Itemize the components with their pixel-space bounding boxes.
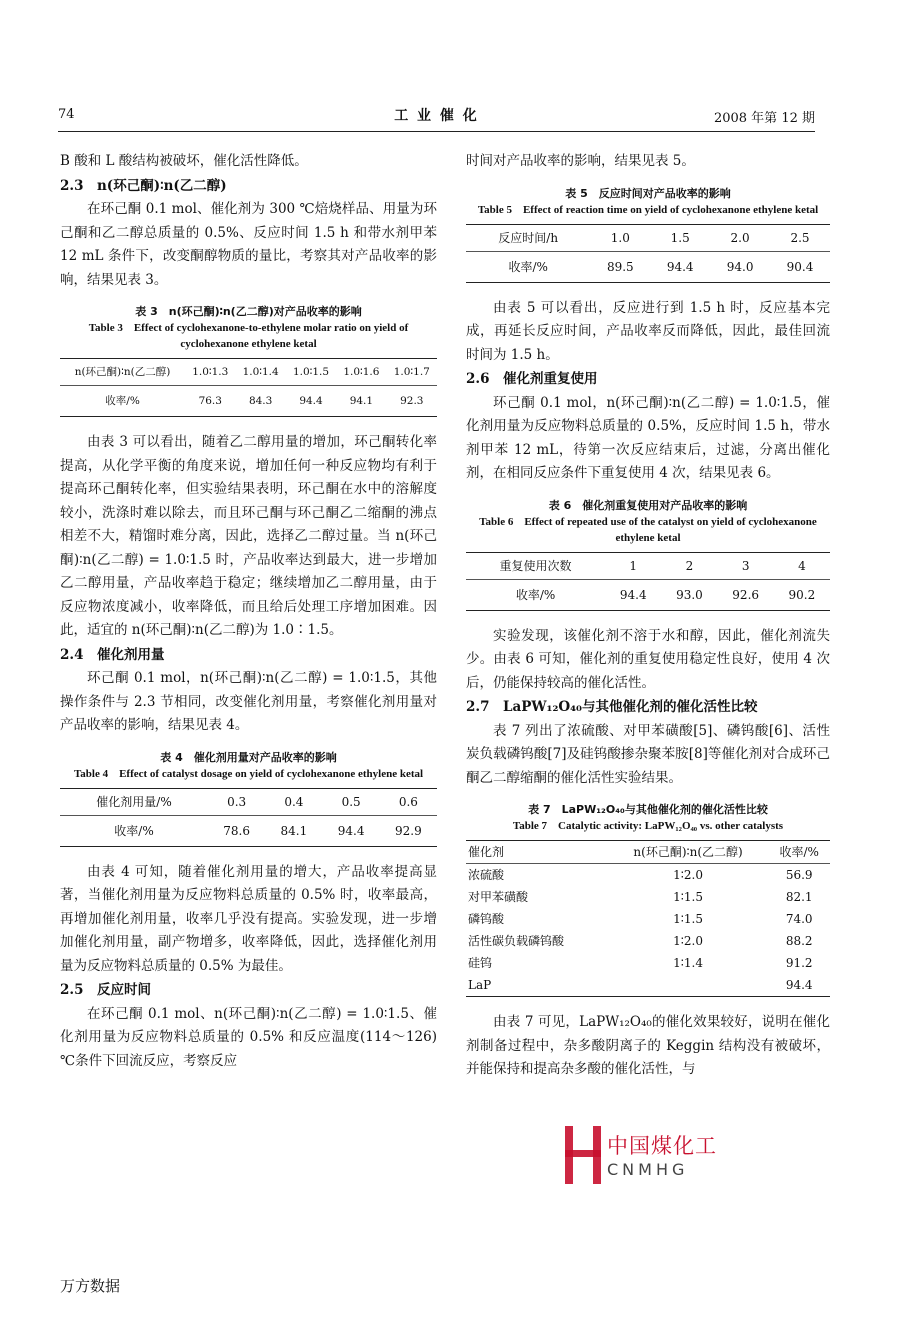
table-cell: 1.5 bbox=[650, 224, 710, 251]
table-cell: 92.6 bbox=[718, 579, 774, 610]
table-cell: 89.5 bbox=[590, 251, 650, 282]
table-cell: 反应时间/h bbox=[466, 224, 590, 251]
watermark-text-zh: 中国煤化工 bbox=[607, 1134, 717, 1158]
table-header-row bbox=[60, 359, 437, 386]
table-cell: 94.4 bbox=[286, 386, 336, 417]
table-row bbox=[466, 908, 830, 930]
table-cell: 硅钨 bbox=[468, 956, 493, 970]
table-6 bbox=[466, 498, 830, 611]
paragraph: 由表 7 可见，LaPW₁₂O₄₀的催化效果较好，说明在催化剂制备过程中，杂多酸阴离子的 Keggin 结构没有被破坏，并能保持和提高杂多酸的催化活性，与 bbox=[466, 1014, 830, 1077]
table-cell: 90.4 bbox=[770, 251, 830, 282]
data-table bbox=[466, 840, 830, 997]
table-caption-en: Table 7 Catalytic activity: LaPW₁₂O₄₀ vs. other catalysts bbox=[512, 820, 784, 832]
table-cell: 92.3 bbox=[387, 386, 437, 417]
paragraph: B 酸和 L 酸结构被破坏，催化活性降低。 bbox=[60, 153, 308, 169]
table-7 bbox=[466, 802, 830, 997]
table-header-row bbox=[466, 841, 830, 864]
table-caption-en: Table 6 Effect of repeated use of the catalyst on yield of cyclohexanone ethylene ketal bbox=[479, 515, 817, 544]
table-row bbox=[60, 815, 437, 846]
table-cell: 78.6 bbox=[208, 815, 265, 846]
section-heading-2-4: 2.4 催化剂用量 bbox=[60, 646, 165, 663]
table-cell: 3 bbox=[718, 552, 774, 579]
section-heading-2-6: 2.6 催化剂重复使用 bbox=[466, 371, 598, 387]
right-column bbox=[466, 150, 830, 1082]
table-caption-en: Table 4 Effect of catalyst dosage on yield of cyclohexanone ethylene ketal bbox=[73, 767, 424, 780]
table-cell: 1.0∶1.6 bbox=[336, 359, 386, 386]
table-cell: 收率/% bbox=[60, 815, 208, 846]
table-caption-zh: 表 3 n(环己酮)∶n(乙二醇)对产品收率的影响 bbox=[135, 305, 362, 318]
table-cell: 1.0∶1.5 bbox=[286, 359, 336, 386]
paragraph: 由表 3 可以看出，随着乙二醇用量的增加，环己酮转化率提高，从化学平衡的角度来说，增加任何一种反应物均有利于提高环己酮转化率，但实验结果表明，环己酮在水中的溶解度较小，洗涤时难以除去，而且环己酮与环己酮乙二缩酮的沸点相差不大，精馏时难分离，因此，选择乙二醇过量。当 n(环己酮)∶n(乙二醇) = 1.0∶1.5 时，产品收率达到最大，进一步增加乙二醇用量，产品收率趋于稳定；继续增加乙二醇用量，由于反应物浓度减小，收率降低，而且给后处理工序增加困难。因此，适宜的 n(环己酮)∶n(乙二醇)为 1.0∶1.5。 bbox=[60, 434, 437, 638]
table-cell: 1∶1.5 bbox=[673, 912, 703, 926]
table-cell: 0.4 bbox=[265, 788, 322, 815]
data-table bbox=[466, 552, 830, 611]
section-heading-2-7: 2.7 LaPW₁₂O₄₀与其他催化剂的催化活性比较 bbox=[466, 699, 758, 715]
table-cell: 90.2 bbox=[774, 579, 830, 610]
table-row bbox=[466, 930, 830, 952]
journal-title: 工 业 催 化 bbox=[394, 108, 479, 124]
table-caption-zh: 表 4 催化剂用量对产品收率的影响 bbox=[160, 750, 337, 764]
table-row bbox=[466, 952, 830, 974]
table-cell: 93.0 bbox=[661, 579, 717, 610]
table-cell: 0.6 bbox=[380, 788, 437, 815]
table-cell: 1.0∶1.3 bbox=[185, 359, 235, 386]
paragraph: 表 7 列出了浓硫酸、对甲苯磺酸[5]、磷钨酸[6]、活性炭负载磷钨酸[7]及硅钨酸掺杂聚苯胺[8]等催化剂对合成环己酮乙二醇缩酮的催化活性实验结果。 bbox=[466, 722, 830, 786]
table-row bbox=[466, 579, 830, 610]
table-cell: 催化剂 bbox=[468, 845, 505, 859]
table-cell: 74.0 bbox=[785, 912, 813, 926]
data-table bbox=[466, 224, 830, 283]
table-cell: 4 bbox=[774, 552, 830, 579]
paragraph: 环己酮 0.1 mol，n(环己酮)∶n(乙二醇) = 1.0∶1.5，催化剂用量为反应物料总质量的 0.5%，反应时间 1.5 h，带水剂甲苯 12 mL，待第一次反应结束后，过滤，分离出催化剂，在相同反应条件下重复使用 4 次，结果见表 6。 bbox=[466, 394, 830, 481]
paragraph: 在环己酮 0.1 mol、n(环己酮)∶n(乙二醇) = 1.0∶1.5、催化剂用量为反应物料总质量的 0.5% 和反应温度(114～126) ℃条件下回流反应，考察反应 bbox=[60, 1005, 437, 1069]
table-caption-zh: 表 6 催化剂重复使用对产品收率的影响 bbox=[548, 498, 748, 512]
table-cell: 2 bbox=[661, 552, 717, 579]
table-cell: 1∶1.4 bbox=[673, 956, 703, 970]
paragraph: 实验发现，该催化剂不溶于水和醇，因此，催化剂流失少。由表 6 可知，催化剂的重复使用稳定性良好，使用 4 次后，仍能保持较高的催化活性。 bbox=[466, 627, 830, 691]
table-cell: 收率/% bbox=[60, 386, 185, 417]
paragraph: 环己酮 0.1 mol，n(环己酮)∶n(乙二醇) = 1.0∶1.5，其他操作条件与 2.3 节相同，改变催化剂用量，考察催化剂用量对产品收率的影响，结果见表 4。 bbox=[60, 670, 437, 733]
table-caption-zh: 表 7 LaPW₁₂O₄₀与其他催化剂的催化活性比较 bbox=[528, 803, 768, 816]
table-header-row bbox=[60, 788, 437, 815]
table-cell: 56.9 bbox=[785, 868, 813, 882]
table-cell: 84.3 bbox=[235, 386, 285, 417]
watermark-bar bbox=[593, 1126, 601, 1184]
table-cell: 浓硫酸 bbox=[468, 868, 505, 882]
table-5 bbox=[466, 186, 830, 283]
table-cell: 1∶2.0 bbox=[673, 868, 703, 882]
data-table bbox=[60, 358, 437, 417]
footer-source: 万方数据 bbox=[60, 1277, 121, 1295]
table-cell: 88.2 bbox=[785, 934, 813, 948]
table-cell: 94.1 bbox=[336, 386, 386, 417]
paragraph: 由表 4 可知，随着催化剂用量的增大，产品收率提高显著，当催化剂用量为反应物料总质量的 0.5% 时，收率最高，再增加催化剂用量，收率几乎没有提高。实验发现，进一步增加催化剂用量，副产物增多，收率降低，因此，选择催化剂用量为反应物料总质量的 0.5% 为最佳。 bbox=[60, 863, 437, 974]
table-caption-en: Table 5 Effect of reaction time on yield of cyclohexanone ethylene ketal bbox=[477, 203, 819, 216]
table-header-row bbox=[466, 552, 830, 579]
paragraph: 由表 5 可以看出，反应进行到 1.5 h 时，反应基本完成，再延长反应时间，产品收率反而降低，因此，最佳回流时间为 1.5 h。 bbox=[466, 299, 830, 363]
table-cell: n(环己酮)∶n(乙二醇) bbox=[60, 359, 185, 386]
table-cell: 94.4 bbox=[605, 579, 661, 610]
table-cell: 1∶2.0 bbox=[673, 934, 703, 948]
watermark-text-en: CNMHG bbox=[607, 1160, 689, 1179]
table-cell: 磷钨酸 bbox=[468, 912, 505, 926]
table-cell: 对甲苯磺酸 bbox=[468, 890, 529, 904]
table-cell: 0.5 bbox=[323, 788, 380, 815]
table-cell: 催化剂用量/% bbox=[60, 788, 208, 815]
table-row bbox=[466, 864, 830, 887]
table-3 bbox=[60, 304, 437, 417]
table-cell: 82.1 bbox=[785, 890, 813, 904]
table-cell: 重复使用次数 bbox=[466, 552, 605, 579]
table-cell: 1.0 bbox=[590, 224, 650, 251]
table-cell bbox=[608, 974, 769, 997]
table-cell: n(环己酮)∶n(乙二醇) bbox=[633, 845, 743, 859]
page-number: 74 bbox=[58, 107, 75, 122]
table-cell: 94.0 bbox=[710, 251, 770, 282]
table-cell: 84.1 bbox=[265, 815, 322, 846]
data-table bbox=[60, 788, 437, 847]
table-cell: 94.4 bbox=[785, 978, 813, 992]
table-cell: 94.4 bbox=[323, 815, 380, 846]
table-cell: 收率/% bbox=[779, 845, 819, 859]
left-column bbox=[60, 150, 437, 1073]
table-cell: 1∶1.5 bbox=[673, 890, 703, 904]
table-cell: 2.5 bbox=[770, 224, 830, 251]
page-header bbox=[58, 105, 815, 132]
table-cell: 91.2 bbox=[785, 956, 813, 970]
table-cell: 92.9 bbox=[380, 815, 437, 846]
table-cell: 1.0∶1.4 bbox=[235, 359, 285, 386]
watermark-logo bbox=[565, 1120, 735, 1190]
table-cell: 1 bbox=[605, 552, 661, 579]
issue-label: 2008 年第 12 期 bbox=[713, 111, 815, 126]
table-header-row bbox=[466, 224, 830, 251]
table-cell: 94.4 bbox=[650, 251, 710, 282]
table-row bbox=[466, 974, 830, 997]
table-row bbox=[466, 251, 830, 282]
section-heading-2-3: 2.3 n(环己酮)∶n(乙二醇) bbox=[60, 177, 227, 194]
paragraph: 在环己酮 0.1 mol、催化剂为 300 ℃焙烧样品、用量为环己酮和乙二醇总质量的 0.5%、反应时间 1.5 h 和带水剂甲苯 12 mL 条件下，改变酮醇物质的量比，考察其对产品收率的影响，结果见表 3。 bbox=[60, 201, 437, 288]
table-4 bbox=[60, 750, 437, 847]
table-cell: 活性碳负载磷钨酸 bbox=[468, 934, 565, 948]
table-cell: 收率/% bbox=[466, 251, 590, 282]
table-cell: LaP bbox=[468, 978, 492, 992]
table-cell: 收率/% bbox=[466, 579, 605, 610]
table-row bbox=[60, 386, 437, 417]
paragraph: 时间对产品收率的影响，结果见表 5。 bbox=[466, 153, 695, 169]
table-caption-zh: 表 5 反应时间对产品收率的影响 bbox=[565, 186, 731, 200]
section-heading-2-5: 2.5 反应时间 bbox=[60, 982, 151, 998]
table-cell: 2.0 bbox=[710, 224, 770, 251]
table-cell: 1.0∶1.7 bbox=[387, 359, 437, 386]
table-caption-en: Table 3 Effect of cyclohexanone-to-ethylene molar ratio on yield of cyclohexanone ethylene ketal bbox=[88, 322, 409, 350]
table-row bbox=[466, 886, 830, 908]
table-cell: 0.3 bbox=[208, 788, 265, 815]
table-cell: 76.3 bbox=[185, 386, 235, 417]
